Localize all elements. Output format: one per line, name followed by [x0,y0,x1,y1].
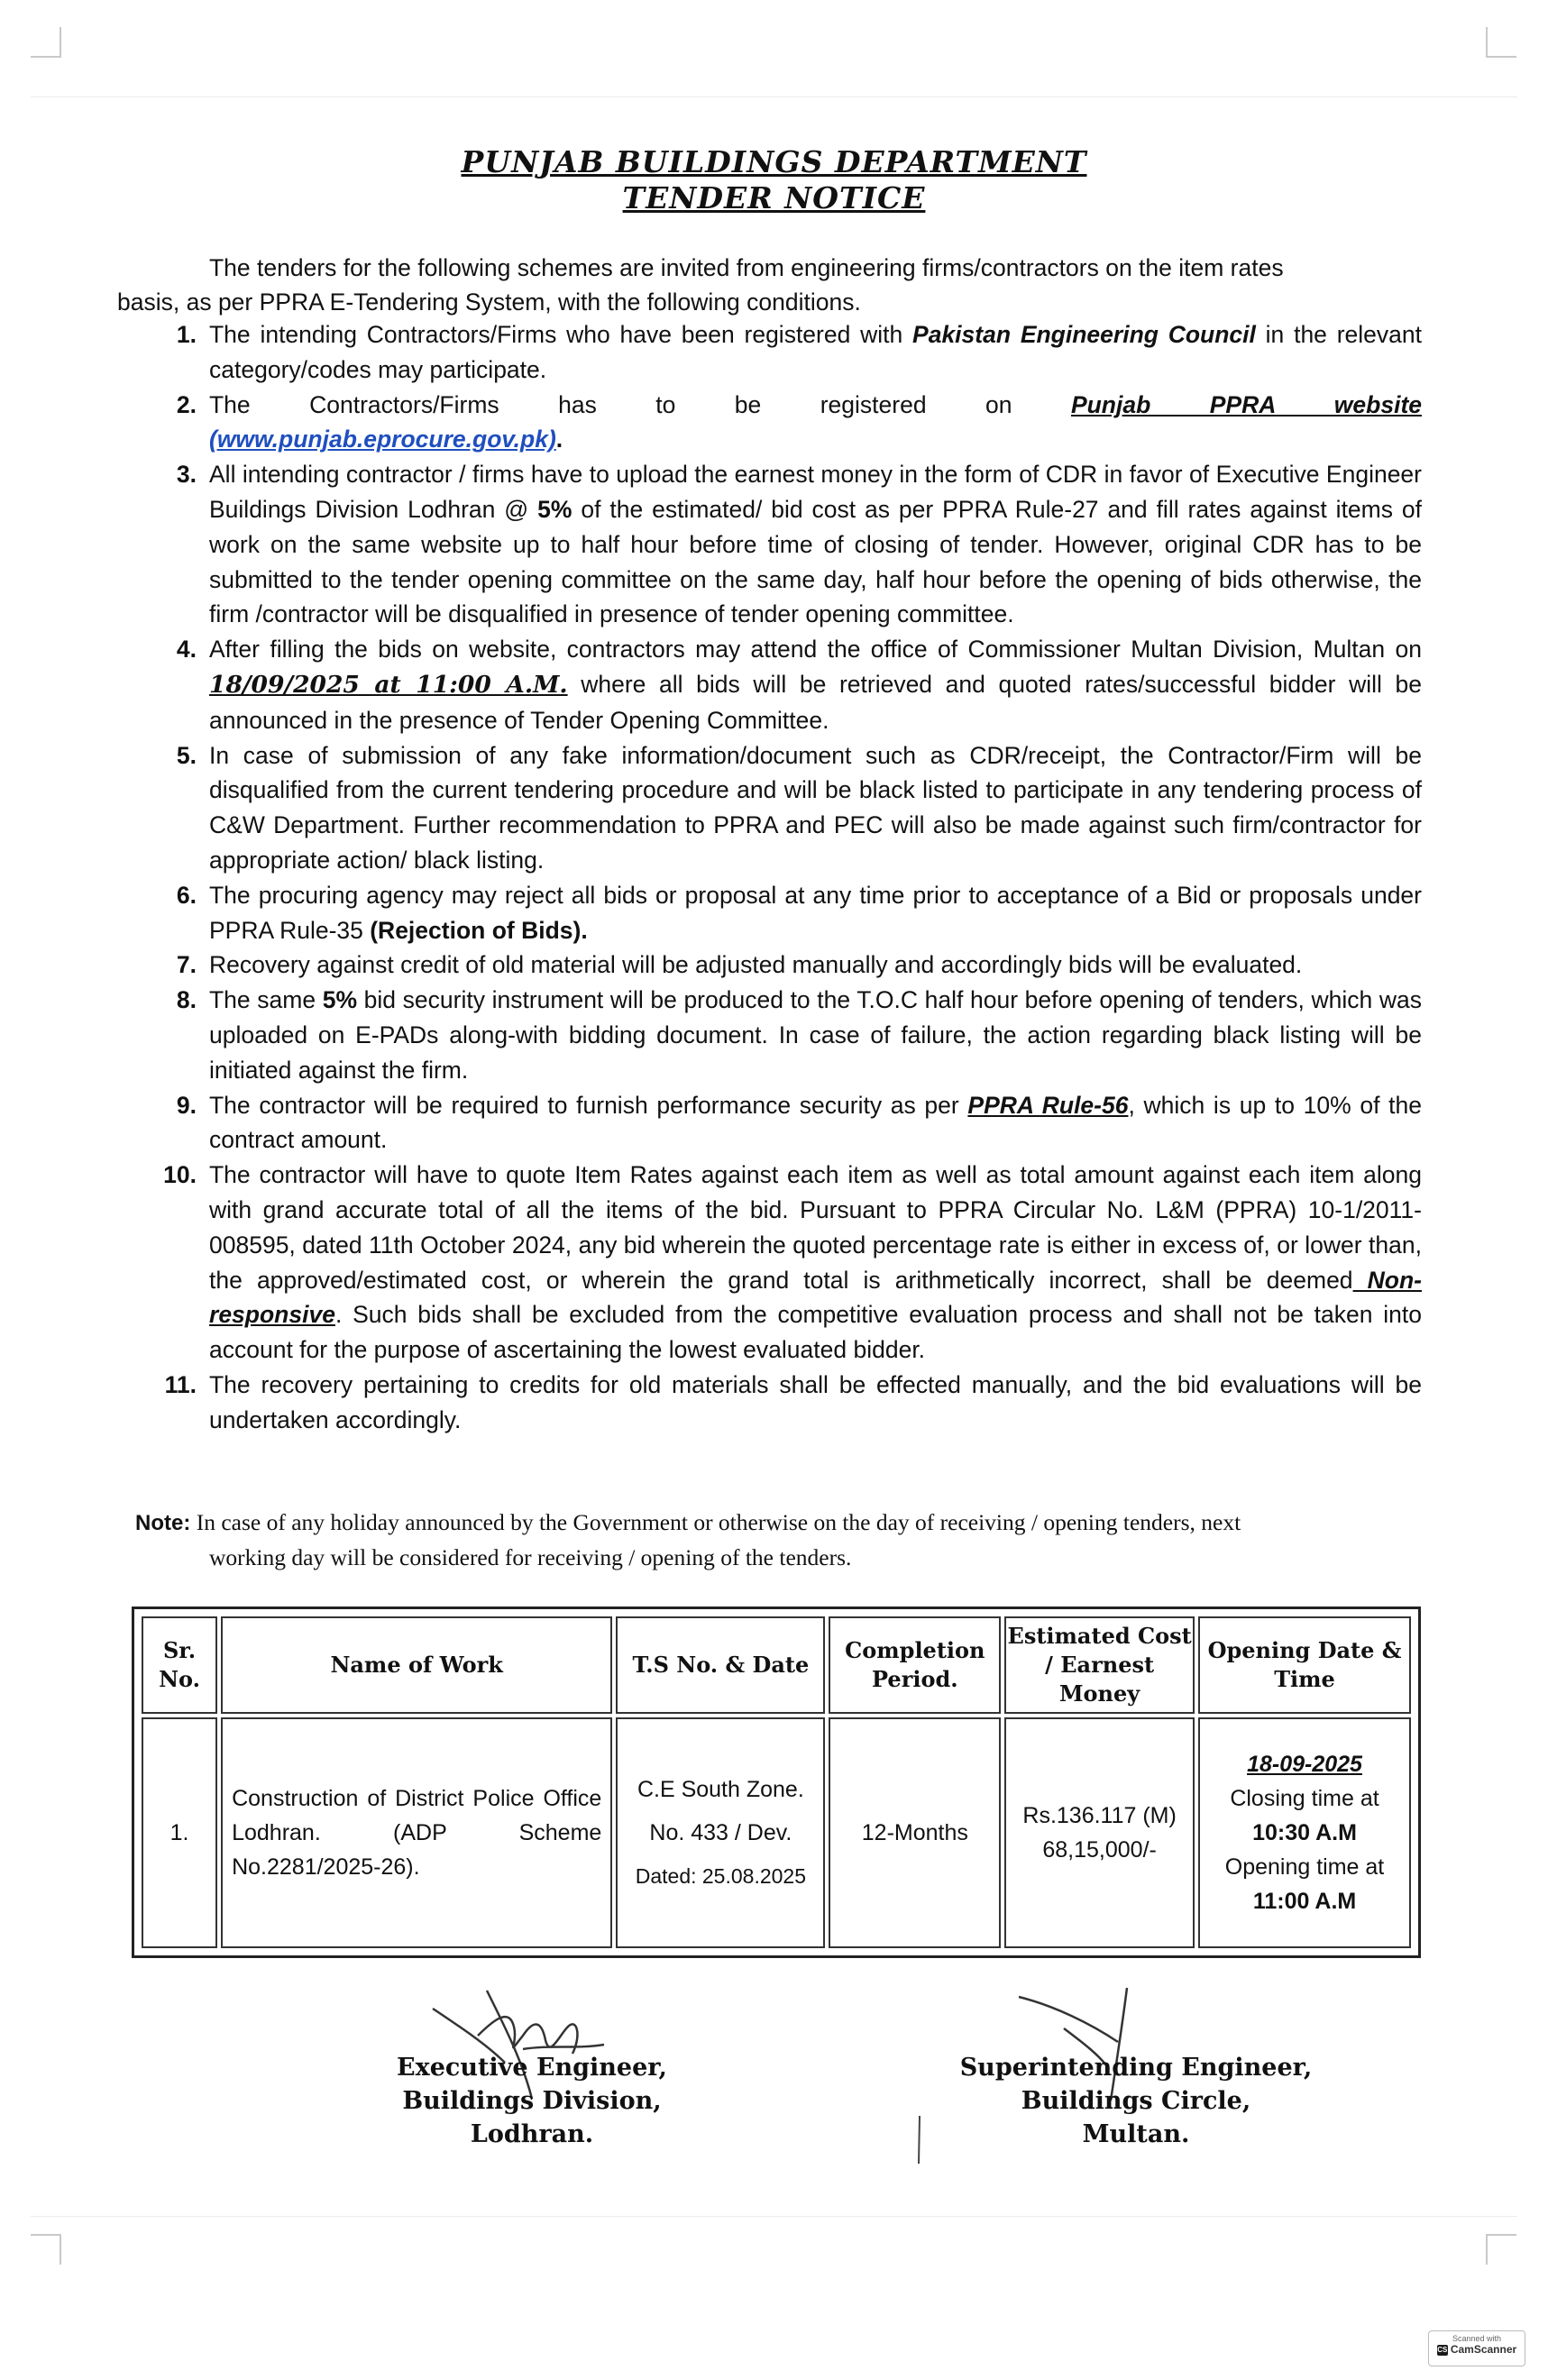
condition-item [119,632,1422,737]
watermark-caption: Scanned with [1452,2334,1502,2343]
condition-text: In case of submission of any fake information/document such as CDR/receipt, the Contractor/Firm will be disqualified from the current tendering procedure and will be black listed to participate in any tendering process of C&W Department. Further recommendation to PPRA and PEC will also be made against such firm/contractor for appropriate action/ black listing. [209,741,1422,874]
condition-text: Recovery against credit of old material will be adjusted manually and accordingly bids will be evaluated. [209,951,1303,979]
condition-text: After filling the bids on website, contractors may attend the office of Commissioner Multan Division, Multan on 18/09/2025 at 11:00 A.M. where all bids will be retrieved and quoted rates/successful bidder will be announced in the presence of Tender Opening Committee. [209,636,1422,734]
header-ts-no: T.S No. & Date [616,1616,825,1714]
note-paragraph [135,1506,1423,1575]
table-row [142,1717,1411,1948]
header-completion: Completion Period. [829,1616,1001,1714]
crop-mark-bottom-left [31,2234,61,2265]
camscanner-icon: CS [1437,2345,1448,2354]
condition-number: 11. [164,1370,197,1398]
condition-text: The same 5% bid security instrument will be produced to the T.O.C half hour before opening of tenders, which was uploaded on E-PADs along-with bidding document. In case of failure, the action regarding black listing will be initiated against the firm. [209,986,1422,1084]
cell-completion: 12-Months [829,1717,1001,1948]
note-line-2: working day will be considered for receiving / opening of the tenders. [209,1544,852,1570]
condition-number: 6. [176,881,197,909]
condition-text: The Contractors/Firms has to be registered on Punjab PPRA website (www.punjab.eprocure.gov.pk). [209,390,1423,453]
estimated-cost: Rs.136.117 (M) [1022,1803,1177,1828]
condition-item [119,317,1422,388]
intro-line-2: basis, as per PPRA E-Tendering System, with the following conditions. [117,288,861,316]
condition-text: All intending contractor / firms have to upload the earnest money in the form of CDR in favor of Executive Engineer Buildings Division Lodhran @ 5% of the estimated/ bid cost as per PPRA Rule-27 and fill rates against items of work on the same website up to half hour before time of closing of tender. However, original CDR has to be submitted to the tender opening committee on the same day, half hour before the opening of bids otherwise, the firm /contractor will be disqualified in presence of tender opening committee. [209,461,1423,628]
page-top-divider [31,96,1517,97]
condition-number: 8. [176,986,197,1014]
condition-text: The procuring agency may reject all bids or proposal at any time prior to acceptance of a Bid or proposals under PPRA Rule-35 (Rejection of Bids). [209,881,1422,944]
header-sr-no: Sr. No. [142,1616,217,1714]
cell-ts-no [616,1717,825,1948]
condition-item [119,1368,1422,1438]
eprocure-link[interactable]: (www.punjab.eprocure.gov.pk) [209,426,556,453]
condition-number: 5. [176,741,197,769]
condition-item [119,983,1422,1087]
condition-number: 2. [176,390,197,418]
opening-datetime: 18/09/2025 at 11:00 A.M. [209,670,568,699]
camscanner-watermark [1428,2330,1525,2366]
cell-name-of-work: Construction of District Police Office Lodhran. (ADP Scheme No.2281/2025-26). [221,1717,612,1948]
closing-label: Closing time at [1230,1786,1379,1811]
signatory-title: Superintending Engineer, [959,2054,1313,2082]
crop-mark-bottom-right [1486,2234,1516,2265]
condition-text: The contractor will have to quote Item Rates against each item as well as total amount against each item along with grand accurate total of all the items of the bid. Pursuant to PPRA Circular No. L&M (PPRA) 10-1/2011-008595, dated 11th October 2024, any bid wherein the quoted percentage rate is either in excess of, or lower than, the approved/estimated cost, or wherein the grand total is arithmetically incorrect, shall be deemed Non-responsive. Such bids shall be excluded from the competitive evaluation process and shall not be taken into account for the purpose of ascertaining the lowest evaluated bidder. [209,1161,1422,1364]
crop-mark-top-right [1486,27,1516,58]
header-estimated-cost: Estimated Cost / Earnest Money [1004,1616,1195,1714]
condition-text: The intending Contractors/Firms who have been registered with Pakistan Engineering Council in the relevant category/codes may participate. [209,321,1422,383]
note-line-1: In case of any holiday announced by the Government or otherwise on the day of receiving / opening tenders, next [190,1509,1241,1535]
cell-opening [1198,1717,1411,1948]
condition-number: 3. [176,461,197,489]
cell-sr-no: 1. [142,1717,217,1948]
intro-paragraph [119,251,1422,319]
department-title: PUNJAB BUILDINGS DEPARTMENT [461,144,1087,179]
ts-zone: C.E South Zone. [637,1777,804,1802]
condition-item [119,1158,1422,1368]
condition-item [119,388,1422,458]
header-opening-date: Opening Date & Time [1198,1616,1411,1714]
condition-text: The contractor will be required to furnish performance security as per PPRA Rule-56, which is up to 10% of the contract amount. [209,1091,1422,1154]
intro-line-1: The tenders for the following schemes are invited from engineering firms/contractors on the item rates [209,254,1284,281]
condition-item [119,1088,1422,1158]
cell-cost [1004,1717,1195,1948]
tender-table [132,1606,1421,1958]
conditions-list [119,317,1422,1438]
notice-title: TENDER NOTICE [622,180,926,215]
signature-executive-engineer [343,2051,721,2151]
condition-item [119,457,1422,632]
signature-superintending-engineer [920,2051,1352,2151]
opening-time: 11:00 A.M [1252,1889,1357,1914]
crop-mark-top-left [31,27,61,58]
condition-number: 1. [176,321,197,348]
note-label: Note: [135,1511,191,1535]
watermark-brand: CamScanner [1450,2343,1517,2356]
condition-text: The recovery pertaining to credits for old materials shall be effected manually, and the bid evaluations will be undertaken accordingly. [209,1370,1422,1433]
condition-number: 10. [163,1161,197,1189]
signatory-title: Executive Engineer, [397,2054,667,2082]
signatory-location: Multan. [1082,2120,1190,2148]
signatory-location: Lodhran. [470,2120,594,2148]
condition-item [119,738,1422,878]
condition-item [119,878,1422,948]
ts-number: No. 433 / Dev. [649,1820,792,1845]
header-name-of-work: Name of Work [221,1616,612,1714]
earnest-money: 68,15,000/- [1042,1837,1157,1863]
table-header-row [142,1616,1411,1714]
ts-date: Dated: 25.08.2025 [635,1864,807,1888]
condition-number: 7. [176,951,197,979]
condition-number: 4. [176,636,197,664]
condition-number: 9. [176,1091,197,1119]
opening-date: 18-09-2025 [1247,1752,1362,1777]
opening-label: Opening time at [1224,1854,1385,1880]
closing-time: 10:30 A.M [1252,1820,1357,1845]
condition-item [119,947,1422,983]
signatory-division: Buildings Division, [402,2087,662,2115]
page-bottom-divider [31,2216,1517,2217]
signatory-circle: Buildings Circle, [1021,2087,1251,2115]
